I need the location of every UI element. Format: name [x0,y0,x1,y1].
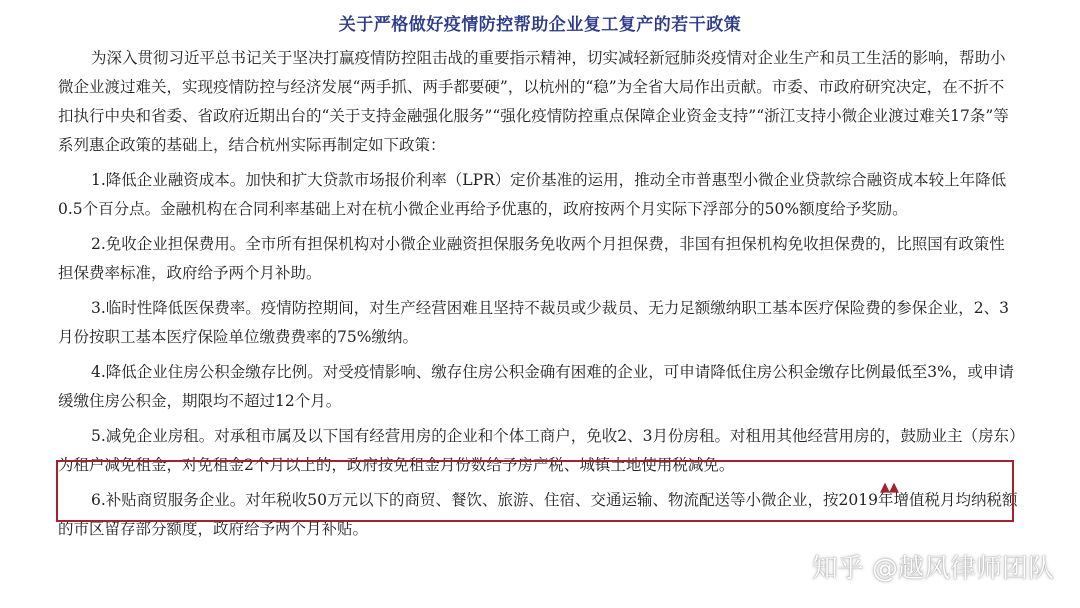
policy-item-1: 1.降低企业融资成本。加快和扩大贷款市场报价利率（LPR）定价基准的运用，推动全市普惠型小微企业贷款综合融资成本较上年降低0.5个百分点。金融机构在合同利率基础上对在杭小微企业再给予优惠的，政府按两个月实际下浮部分的50%额度给予奖励。 [58,171,1007,218]
document-title: 关于严格做好疫情防控帮助企业复工复产的若干政策 [338,15,742,35]
policy-item-6: 6.补贴商贸服务企业。对年税收50万元以下的商贸、餐饮、旅游、住宿、交通运输、物流配送等小微企业，按2019年增值税月均纳税额的市区留存部分额度，政府给予两个月补贴。 [58,491,1018,538]
policy-item-4: 4.降低企业住房公积金缴存比例。对受疫情影响、缴存住房公积金确有困难的企业，可申请降低住房公积金缴存比例最低至3%，或申请缓缴住房公积金，期限均不超过12个月。 [58,363,1014,410]
policy-item-5: 5.减免企业房租。对承租市属及以下国有经营用房的企业和个体工商户，免收2、3月份房租。对租用其他经营用房的，鼓励业主（房东）为租户减免租金，对免租金2个月以上的，政府按免租金月份数给予房产税、城镇土地使用税减免。 [58,427,1017,474]
policy-item-3: 3.临时性降低医保费率。疫情防控期间，对生产经营困难且坚持不裁员或少裁员、无力足额缴纳职工基本医疗保险费的参保企业，2、3月份按职工基本医疗保险单位缴费费率的75%缴纳。 [58,299,1010,346]
highlight-box [56,460,1014,522]
intro-paragraph: 为深入贯彻习近平总书记关于坚决打赢疫情防控阻击战的重要指示精神，切实减轻新冠肺炎疫情对企业生产和员工生活的影响，帮助小微企业渡过难关，实现疫情防控与经济发展“两手抓、两手都要硬”，以杭州的“稳”为全省大局作出贡献。市委、市政府研究决定，在不折不扣执行中央和省委、省政府近期出台的“关于支持金融强化服务”“强化疫情防控重点保障企业资金支持”“浙江支持小微企业渡过难关17条”等系列惠企政策的基础上，结合杭州实际再制定如下政策： [58,49,1009,154]
policy-item-2: 2.免收企业担保费用。全市所有担保机构对小微企业融资担保服务免收两个月担保费，非国有担保机构免收担保费的，比照国有政策性担保费率标准，政府给予两个月补助。 [58,235,1005,282]
triangle-marks-icon: ▲▲ [880,480,898,495]
watermark: 知乎 @越风律师团队 [811,554,1054,584]
